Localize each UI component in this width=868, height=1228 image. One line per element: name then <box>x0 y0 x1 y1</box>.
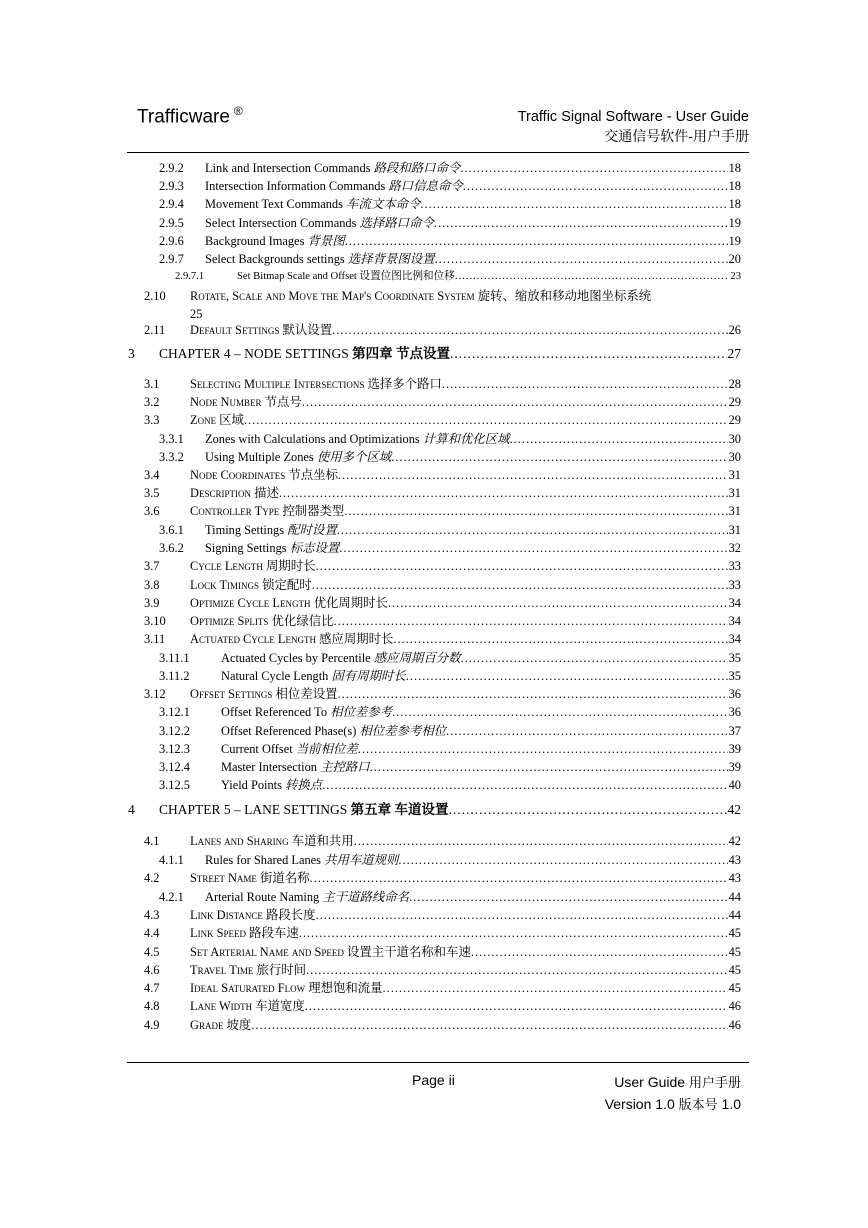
toc-entry-title-cn: 相位差设置 <box>275 687 338 701</box>
toc-leader-dots <box>302 393 728 411</box>
toc-leader-dots <box>370 758 728 776</box>
toc-entry-title: Lane Width <box>190 999 256 1013</box>
registered-mark: ® <box>233 104 243 118</box>
toc-entry[interactable] <box>0 466 868 484</box>
toc-entry-title-cn: 锁定配时 <box>262 578 312 592</box>
toc-entry-number: 3.12.2 <box>159 724 190 738</box>
toc-entry-title: Selecting Multiple Intersections <box>190 377 368 391</box>
toc-entry-page: 27 <box>727 346 741 361</box>
toc-entry-page: 30 <box>728 450 741 464</box>
toc-entry-number: 3.6.2 <box>159 541 184 555</box>
toc-entry-title: Yield Points <box>221 778 286 792</box>
toc-entry-title: Intersection Information Commands <box>205 179 389 193</box>
toc-entry-page: 31 <box>728 468 741 482</box>
toc-leader-dots <box>406 667 728 685</box>
toc-entry-title-cn: 第五章 车道设置 <box>350 802 449 817</box>
toc-entry-title-cn: 节点坐标 <box>288 468 338 482</box>
toc-entry-title: Zones with Calculations and Optimizations <box>205 432 423 446</box>
toc-entry-title-cn: 优化周期时长 <box>313 596 388 610</box>
toc-entry-page: 31 <box>728 486 741 500</box>
toc-entry[interactable] <box>0 268 868 286</box>
toc-entry[interactable] <box>0 232 868 250</box>
toc-entry-number: 3.12.1 <box>159 705 190 719</box>
toc-entry[interactable] <box>0 758 868 776</box>
toc-entry-page: 19 <box>728 234 741 248</box>
toc-entry-title: Signing Settings <box>205 541 290 555</box>
toc-entry-title-cn: 标志设置 <box>289 541 340 555</box>
toc-entry[interactable] <box>0 557 868 575</box>
toc-entry-number: 3.11.1 <box>159 651 190 665</box>
toc-entry-number: 3.2 <box>144 395 160 409</box>
toc-entry[interactable] <box>0 722 868 740</box>
toc-leader-dots <box>391 448 727 466</box>
toc-leader-dots <box>409 888 728 906</box>
toc-entry-title-cn: 路口信息命令 <box>388 179 463 193</box>
toc-leader-dots <box>306 961 728 979</box>
toc-entry[interactable] <box>0 576 868 594</box>
toc-entry-title: Travel Time <box>190 963 257 977</box>
toc-entry-number: 4.1.1 <box>159 853 184 867</box>
toc-leader-dots <box>510 430 728 448</box>
toc-entry-title-cn: 车道宽度 <box>255 999 305 1013</box>
footer-guide-cn: 用户手册 <box>688 1076 741 1091</box>
toc-entry-title: Link and Intersection Commands <box>205 161 374 175</box>
brand-title <box>137 104 243 128</box>
toc-entry-title-cn: 车道和共用 <box>291 834 354 848</box>
toc-leader-dots <box>338 685 728 703</box>
toc-entry-title: Actuated Cycles by Percentile <box>221 651 374 665</box>
toc-leader-dots <box>398 851 727 869</box>
toc-entry[interactable] <box>0 250 868 268</box>
toc-entry-number: 3.9 <box>144 596 160 610</box>
toc-leader-dots <box>388 594 728 612</box>
toc-entry[interactable] <box>0 685 868 703</box>
toc-entry[interactable] <box>0 375 868 393</box>
toc-entry-title-cn: 感应周期百分数 <box>373 651 461 665</box>
toc-entry-title: Current Offset <box>221 742 296 756</box>
toc-entry-title: Street Name <box>190 871 261 885</box>
doc-title-cn: 交通信号软件-用户手册 <box>604 129 749 145</box>
toc-entry-title-cn: 主干道路线命名 <box>322 890 410 904</box>
toc-entry-title: Arterial Route Naming <box>205 890 323 904</box>
toc-entry-title: Master Intersection <box>221 760 321 774</box>
toc-entry-title: Lanes and Sharing <box>190 834 292 848</box>
toc-leader-dots <box>305 997 728 1015</box>
toc-entry-number: 3.8 <box>144 578 160 592</box>
footer-version <box>605 1094 741 1116</box>
toc-leader-dots <box>299 924 728 942</box>
toc-leader-dots <box>322 776 727 794</box>
toc-entry-title-cn: 设置位图比例和位移 <box>359 271 455 282</box>
toc-leader-dots <box>358 740 728 758</box>
toc-entry-title: CHAPTER 5 – LANE SETTINGS <box>159 802 351 817</box>
footer-guide <box>605 1072 741 1094</box>
toc-entry-title-cn: 控制器类型 <box>282 504 345 518</box>
toc-entry[interactable] <box>0 979 868 997</box>
toc-entry-title-cn: 背景图 <box>307 234 345 248</box>
toc-leader-dots <box>446 722 727 740</box>
toc-entry-number: 4.7 <box>144 981 160 995</box>
toc-entry-page: 33 <box>728 559 741 573</box>
toc-entry-page: 25 <box>190 307 203 321</box>
toc-entry-number: 3.6 <box>144 504 160 518</box>
toc-entry-page: 18 <box>728 161 741 175</box>
toc-entry-title: Offset Referenced Phase(s) <box>221 724 360 738</box>
toc-entry[interactable] <box>0 502 868 520</box>
toc-entry-page: 18 <box>728 179 741 193</box>
toc-entry-page: 43 <box>728 853 741 867</box>
toc-entry-number: 2.10 <box>144 289 166 303</box>
toc-entry-number: 4.9 <box>144 1018 160 1032</box>
toc-entry[interactable] <box>0 214 868 232</box>
toc-entry-number: 3.11.2 <box>159 669 190 683</box>
toc-entry[interactable] <box>0 906 868 924</box>
toc-leader-dots <box>316 557 728 575</box>
toc-entry-number: 3.12.4 <box>159 760 190 774</box>
toc-entry[interactable] <box>0 649 868 667</box>
toc-entry-title-cn: 使用多个区域 <box>316 450 392 464</box>
toc-entry-title-cn: 当前相位差 <box>295 742 358 756</box>
toc-entry-number: 3.5 <box>144 486 160 500</box>
toc-entry-page: 44 <box>728 890 741 904</box>
toc-entry-title: Using Multiple Zones <box>205 450 317 464</box>
toc-entry-page: 44 <box>728 908 741 922</box>
toc-entry-title: Set Bitmap Scale and Offset <box>237 271 360 282</box>
toc-entry-number: 4.4 <box>144 926 160 940</box>
toc-entry-title: Grade <box>190 1018 227 1032</box>
toc-entry-number: 3.10 <box>144 614 166 628</box>
toc-entry-title-cn: 路段车速 <box>249 926 299 940</box>
footer-version-en: Version 1.0 <box>604 1096 679 1112</box>
toc-entry[interactable] <box>0 943 868 961</box>
toc-entry-number: 3.11 <box>144 632 166 646</box>
toc-entry-title: Node Number <box>190 395 265 409</box>
toc-entry-page: 35 <box>728 651 741 665</box>
toc-leader-dots <box>316 906 728 924</box>
toc-entry-page: 26 <box>728 323 741 337</box>
toc-entry[interactable] <box>0 321 868 339</box>
toc-entry-title: Select Backgrounds settings <box>205 252 348 266</box>
toc-entry-page: 18 <box>728 197 741 211</box>
footer-version-number: 1.0 <box>717 1096 741 1112</box>
toc-entry-title: Rules for Shared Lanes <box>205 853 325 867</box>
toc-leader-dots <box>434 214 728 232</box>
toc-entry[interactable] <box>0 888 868 906</box>
toc-entry[interactable] <box>0 703 868 721</box>
toc-entry-page: 45 <box>728 926 741 940</box>
toc-entry-page: 29 <box>728 413 741 427</box>
toc-entry-page: 31 <box>728 504 741 518</box>
toc-entry-page: 20 <box>728 252 741 266</box>
toc-leader-dots <box>450 345 726 363</box>
toc-leader-dots <box>244 411 728 429</box>
toc-entry-number: 3 <box>128 346 135 361</box>
toc-entry[interactable] <box>0 195 868 213</box>
toc-entry-page: 34 <box>728 596 741 610</box>
footer-rule <box>127 1062 749 1063</box>
toc-entry-number: 3.12 <box>144 687 166 701</box>
toc-entry-title-cn: 主控路口 <box>320 760 370 774</box>
toc-entry-page: 39 <box>728 760 741 774</box>
toc-entry-title: Lock Timings <box>190 578 263 592</box>
toc-entry-title: Rotate, Scale and Move the Map's Coordinate System <box>190 289 478 303</box>
toc-entry-title: Optimize Cycle Length <box>190 596 314 610</box>
toc-entry-title-cn: 选择背景图设置 <box>347 252 435 266</box>
toc-entry[interactable] <box>0 393 868 411</box>
toc-entry[interactable] <box>0 869 868 887</box>
toc-entry-number: 2.9.2 <box>159 161 184 175</box>
toc-entry-number: 2.11 <box>144 323 166 337</box>
toc-entry-number: 2.9.3 <box>159 179 184 193</box>
toc-entry-number: 2.9.6 <box>159 234 184 248</box>
toc-entry[interactable] <box>0 997 868 1015</box>
doc-title-en: Traffic Signal Software - User Guide <box>517 109 749 125</box>
toc-leader-dots <box>344 502 727 520</box>
toc-entry-number: 4.2 <box>144 871 160 885</box>
toc-entry-number: 2.9.7 <box>159 252 184 266</box>
toc-leader-dots <box>455 268 730 286</box>
toc-entry-title-cn: 节点号 <box>264 395 302 409</box>
toc-entry-number: 3.12.3 <box>159 742 190 756</box>
toc-entry-page: 42 <box>728 834 741 848</box>
footer-guide-en: User Guide <box>614 1074 689 1090</box>
toc-entry-title: Default Settings <box>190 323 283 337</box>
toc-entry[interactable] <box>0 484 868 502</box>
toc-entry-title: Select Intersection Commands <box>205 216 360 230</box>
toc-leader-dots <box>279 484 728 502</box>
toc-leader-dots <box>442 375 728 393</box>
toc-entry-number: 4 <box>128 802 135 817</box>
toc-entry[interactable] <box>0 801 868 819</box>
toc-entry[interactable] <box>0 776 868 794</box>
page-number: Page ii <box>412 1072 455 1088</box>
toc-entry-title-cn: 配时设置 <box>287 523 337 537</box>
toc-leader-dots <box>310 869 728 887</box>
toc-entry-title-cn: 默认设置 <box>282 323 333 337</box>
toc-entry[interactable] <box>0 832 868 850</box>
toc-leader-dots <box>435 250 728 268</box>
toc-entry-number: 4.2.1 <box>159 890 184 904</box>
toc-entry[interactable] <box>0 612 868 630</box>
toc-entry-title: Offset Referenced To <box>221 705 331 719</box>
toc-entry-page: 36 <box>728 705 741 719</box>
toc-leader-dots <box>460 159 727 177</box>
toc-entry-number: 2.9.5 <box>159 216 184 230</box>
toc-entry-page: 36 <box>728 687 741 701</box>
toc-entry-title-cn: 街道名称 <box>260 871 310 885</box>
toc-entry-page: 31 <box>728 523 741 537</box>
toc-entry[interactable] <box>0 1016 868 1034</box>
toc-leader-dots <box>392 703 728 721</box>
toc-entry-number: 3.3 <box>144 413 160 427</box>
toc-entry-page: 42 <box>727 802 741 817</box>
toc-entry-number: 3.1 <box>144 377 160 391</box>
toc-entry-page: 34 <box>728 614 741 628</box>
toc-entry-page: 23 <box>730 271 741 282</box>
toc-entry-title-cn: 相位差参考相位 <box>359 724 447 738</box>
toc-entry-title-cn: 感应周期时长 <box>319 632 394 646</box>
toc-leader-dots <box>332 321 728 339</box>
toc-entry-page: 46 <box>728 1018 741 1032</box>
toc-entry-title-cn: 坡度 <box>226 1018 252 1032</box>
toc-entry-page: 35 <box>728 669 741 683</box>
toc-entry[interactable] <box>0 630 868 648</box>
toc-entry-page: 45 <box>728 981 741 995</box>
toc-entry[interactable] <box>0 159 868 177</box>
document-title <box>518 107 749 147</box>
toc-leader-dots <box>471 943 728 961</box>
toc-entry[interactable] <box>0 594 868 612</box>
toc-entry-page: 28 <box>728 377 741 391</box>
toc-entry-number: 3.4 <box>144 468 160 482</box>
toc-entry-title: Link Distance <box>190 908 266 922</box>
toc-entry-title-cn: 描述 <box>254 486 279 500</box>
toc-entry-number: 3.7 <box>144 559 160 573</box>
toc-entry-number: 2.9.7.1 <box>175 271 205 282</box>
toc-entry-title: Optimize Splits <box>190 614 272 628</box>
toc-leader-dots <box>312 576 728 594</box>
toc-entry[interactable] <box>0 430 868 448</box>
toc-entry[interactable] <box>0 177 868 195</box>
toc-entry-page: 30 <box>728 432 741 446</box>
toc-entry[interactable] <box>0 851 868 869</box>
toc-leader-dots <box>338 466 728 484</box>
toc-leader-dots <box>461 649 728 667</box>
toc-leader-dots <box>334 612 728 630</box>
toc-entry-title-cn: 固有周期时长 <box>331 669 406 683</box>
toc-leader-dots <box>339 539 727 557</box>
toc-entry-page: 33 <box>728 578 741 592</box>
toc-entry[interactable] <box>0 411 868 429</box>
toc-entry-number: 3.6.1 <box>159 523 184 537</box>
toc-entry-title-cn: 计算和优化区域 <box>422 432 510 446</box>
toc-entry-title-cn: 共用车道规则 <box>324 853 399 867</box>
toc-entry-title: Offset Settings <box>190 687 276 701</box>
header-rule <box>127 152 749 153</box>
toc-entry-number: 3.3.2 <box>159 450 184 464</box>
toc-entry-title-cn: 设置主干道名称和车速 <box>346 945 471 959</box>
toc-entry[interactable] <box>0 924 868 942</box>
toc-entry-page: 43 <box>728 871 741 885</box>
toc-entry[interactable] <box>0 961 868 979</box>
toc-entry-number: 4.8 <box>144 999 160 1013</box>
toc-entry-title-cn: 优化绿信比 <box>271 614 334 628</box>
toc-entry-title: Set Arterial Name and Speed <box>190 945 347 959</box>
toc-entry-title-cn: 选择多个路口 <box>367 377 442 391</box>
toc-entry-title-cn: 旋转、缩放和移动地图坐标系统 <box>477 289 652 303</box>
toc-entry-number: 4.1 <box>144 834 160 848</box>
toc-entry[interactable] <box>0 539 868 557</box>
toc-entry-title: Movement Text Commands <box>205 197 347 211</box>
toc-entry-number: 3.12.5 <box>159 778 190 792</box>
toc-entry-page: 46 <box>728 999 741 1013</box>
toc-leader-dots <box>251 1016 727 1034</box>
toc-entry-page: 34 <box>728 632 741 646</box>
toc-entry[interactable] <box>0 667 868 685</box>
toc-entry-number: 4.5 <box>144 945 160 959</box>
toc-entry-page: 45 <box>728 945 741 959</box>
toc-entry-page: 32 <box>728 541 741 555</box>
toc-entry-title: Natural Cycle Length <box>221 669 332 683</box>
toc-entry-page: 19 <box>728 216 741 230</box>
toc-entry[interactable] <box>0 740 868 758</box>
toc-entry-title: CHAPTER 4 – NODE SETTINGS <box>159 346 353 361</box>
toc-leader-dots <box>449 801 727 819</box>
toc-entry-title-cn: 路段和路口命令 <box>373 161 461 175</box>
toc-entry-title-cn: 周期时长 <box>266 559 316 573</box>
toc-entry-title: Cycle Length <box>190 559 267 573</box>
toc-entry-title: Ideal Saturated Flow <box>190 981 309 995</box>
toc-entry-title: Zone <box>190 413 220 427</box>
toc-leader-dots <box>393 630 727 648</box>
toc-leader-dots <box>354 832 728 850</box>
toc-entry-page: 29 <box>728 395 741 409</box>
toc-leader-dots <box>337 521 728 539</box>
toc-entry-title: Node Coordinates <box>190 468 289 482</box>
toc-entry-number: 4.6 <box>144 963 160 977</box>
toc-entry-title-cn: 理想饱和流量 <box>308 981 383 995</box>
toc-entry-number: 4.3 <box>144 908 160 922</box>
toc-leader-dots <box>420 195 727 213</box>
toc-entry-title: Link Speed <box>190 926 250 940</box>
toc-entry[interactable] <box>0 448 868 466</box>
toc-entry-page: 37 <box>728 724 741 738</box>
toc-entry-title: Actuated Cycle Length <box>190 632 320 646</box>
brand-name: Trafficware <box>137 106 230 128</box>
toc-leader-dots <box>345 232 728 250</box>
toc-leader-dots <box>463 177 728 195</box>
toc-entry-title: Background Images <box>205 234 308 248</box>
toc-entry-title: Timing Settings <box>205 523 288 537</box>
toc-entry-number: 2.9.4 <box>159 197 184 211</box>
toc-entry-title-cn: 车流文本命令 <box>346 197 421 211</box>
toc-entry-title: Description <box>190 486 255 500</box>
toc-entry-page: 40 <box>728 778 741 792</box>
toc-entry-number: 3.3.1 <box>159 432 184 446</box>
toc-entry[interactable] <box>0 287 868 321</box>
toc-entry-title-cn: 转换点 <box>285 778 323 792</box>
toc-entry-page: 45 <box>728 963 741 977</box>
toc-entry-title: Controller Type <box>190 504 283 518</box>
toc-entry-page: 39 <box>728 742 741 756</box>
toc-entry[interactable] <box>0 521 868 539</box>
footer-info <box>605 1072 741 1116</box>
toc-entry-title-cn: 选择路口命令 <box>359 216 434 230</box>
toc-leader-dots <box>383 979 728 997</box>
toc-entry-title-cn: 相位差参考 <box>330 705 393 719</box>
footer-version-cn: 版本号 <box>678 1098 718 1113</box>
toc-entry-title-cn: 路段长度 <box>266 908 316 922</box>
toc-entry-title-cn: 旅行时间 <box>256 963 307 977</box>
toc-entry-title-cn: 区域 <box>219 413 244 427</box>
toc-entry-title-cn: 第四章 节点设置 <box>352 346 451 361</box>
toc-entry[interactable] <box>0 345 868 363</box>
